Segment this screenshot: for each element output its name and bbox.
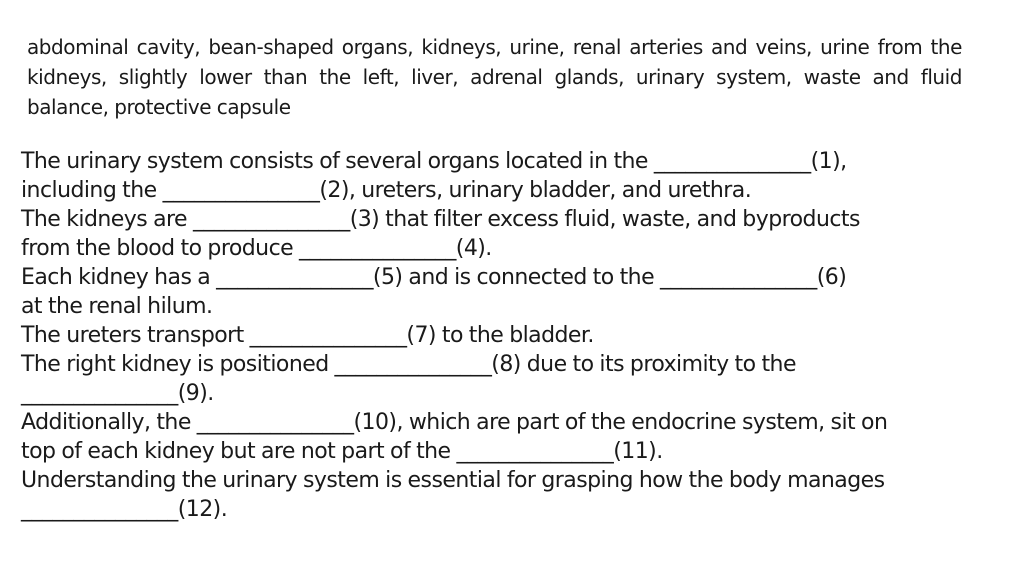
exercise-line: Understanding the urinary system is essential for grasping how the body manages <box>21 468 885 493</box>
exercise-line: from the blood to produce _______________(4). <box>21 236 492 261</box>
exercise-line: _______________(9). <box>21 381 214 406</box>
word-bank-text: abdominal cavity, bean-shaped organs, kidneys, urine, renal arteries and veins, urine from the kidneys, slightly lower than the left, liver, adrenal glands, urinary system, waste and fluid balance, protective capsule <box>27 35 962 119</box>
exercise-line: The ureters transport _______________(7) to the bladder. <box>21 323 594 348</box>
exercise-line: _______________(12). <box>21 497 228 522</box>
exercise-line: The right kidney is positioned _______________(8) due to its proximity to the <box>21 352 796 377</box>
exercise-line: The urinary system consists of several organs located in the _______________(1), <box>21 149 847 174</box>
exercise-line: Each kidney has a _______________(5) and is connected to the _______________(6) <box>21 265 847 290</box>
fill-in-the-blank-exercise <box>21 147 981 524</box>
word-bank <box>27 32 962 122</box>
exercise-line: top of each kidney but are not part of the _______________(11). <box>21 439 663 464</box>
exercise-line: including the _______________(2), ureters, urinary bladder, and urethra. <box>21 178 752 203</box>
exercise-line: The kidneys are _______________(3) that filter excess fluid, waste, and byproducts <box>21 207 860 232</box>
exercise-line: at the renal hilum. <box>21 294 213 319</box>
exercise-line: Additionally, the _______________(10), which are part of the endocrine system, sit on <box>21 410 888 435</box>
